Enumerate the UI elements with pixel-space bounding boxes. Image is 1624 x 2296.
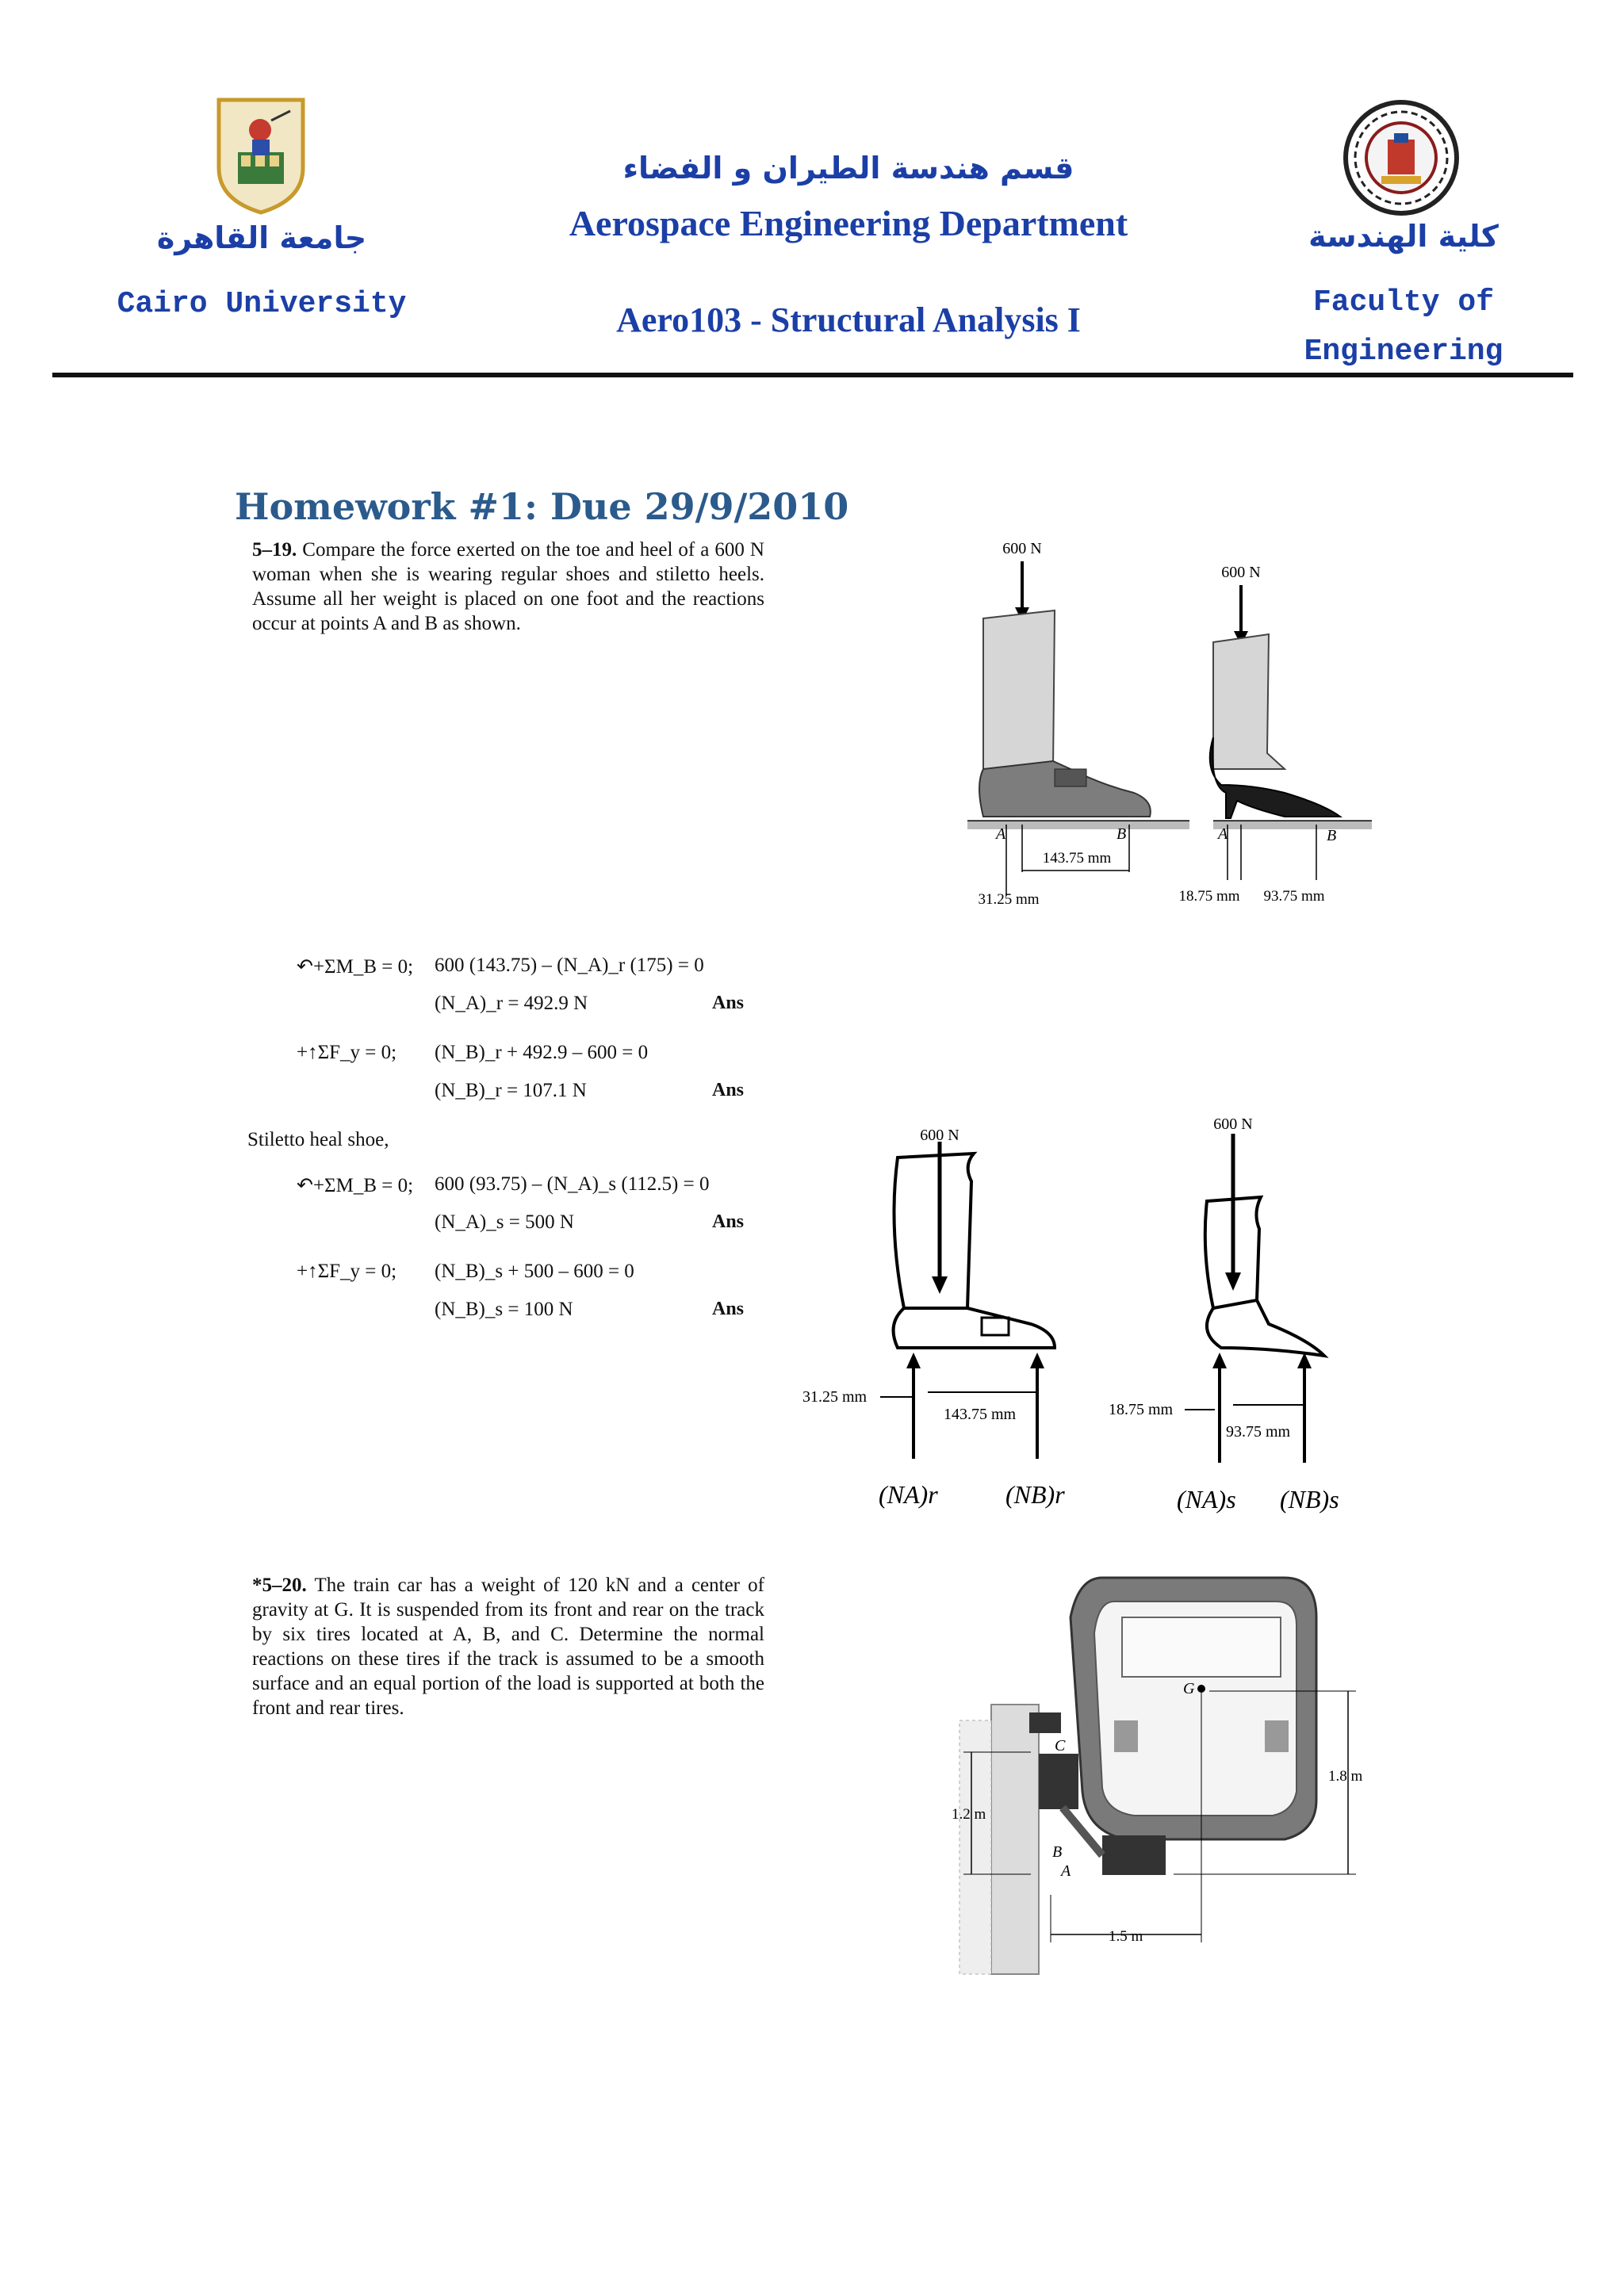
eq3-label: ↶+ΣM_B = 0; <box>297 1175 414 1196</box>
fig519-dim-143: 143.75 mm <box>1042 850 1112 867</box>
fbd-load-left-label: 600 N <box>920 1127 959 1144</box>
cairo-university-english: Cairo University <box>117 287 407 321</box>
eq2: (N_B)_r + 492.9 – 600 = 0 <box>435 1042 649 1063</box>
cairo-university-logo <box>214 97 308 216</box>
problem-520 <box>252 1573 764 1720</box>
train-dim-12: 1.2 m <box>952 1806 986 1823</box>
eq4-label: +↑ΣF_y = 0; <box>297 1261 397 1282</box>
fbd-dim-18: 18.75 mm <box>1109 1401 1174 1418</box>
eq3-ans: Ans <box>712 1211 745 1232</box>
train-label-a: A <box>1061 1862 1071 1880</box>
faculty-arabic: كلية الهندسة <box>1308 219 1499 254</box>
train-label-c: C <box>1055 1737 1066 1755</box>
department-english: Aerospace Engineering Department <box>569 203 1128 243</box>
fbd-load-right-label: 600 N <box>1213 1115 1253 1133</box>
fbd-dim-143: 143.75 mm <box>944 1406 1017 1423</box>
fbd-dim-31: 31.25 mm <box>802 1388 868 1406</box>
cairo-university-arabic: جامعة القاهرة <box>156 220 367 255</box>
fig519-leg-right <box>1213 634 1285 769</box>
train-dim-18: 1.8 m <box>1328 1768 1363 1785</box>
fig519-dim-93: 93.75 mm <box>1263 888 1325 905</box>
eq1-result: (N_A)_r = 492.9 N <box>435 993 588 1014</box>
fbd-na-s: (NA)s <box>1177 1485 1236 1513</box>
eq4-result: (N_B)_s = 100 N <box>435 1299 573 1320</box>
train-dim-15: 1.5 m <box>1109 1928 1143 1945</box>
eq2-label: +↑ΣF_y = 0; <box>297 1042 397 1063</box>
fbd-boot-left <box>894 1154 975 1308</box>
fbd-nb-s: (NB)s <box>1280 1485 1339 1513</box>
department-arabic: قسم هندسة الطيران و الفضاء <box>622 151 1074 186</box>
eq4: (N_B)_s + 500 – 600 = 0 <box>435 1261 634 1282</box>
problem-519-text: Compare the force exerted on the toe and heel of a 600 N woman when she is wearing regular shoes and stiletto heels. Assume all her weight is placed on one foot and the reactions occur at points A and B as shown. <box>252 539 764 634</box>
figure-train-car <box>944 1570 1388 2014</box>
problem-520-number: *5–20. <box>252 1575 307 1596</box>
fig519-dim-31: 31.25 mm <box>978 891 1040 908</box>
fig519-point-b-left: B <box>1116 825 1127 843</box>
faculty-english-line1: Faculty of <box>1312 285 1495 320</box>
fbd-shoe-left <box>894 1308 1055 1348</box>
fig519-point-b-right: B <box>1327 827 1337 844</box>
fbd-nb-r: (NB)r <box>1005 1480 1065 1509</box>
fig519-load-left-label: 600 N <box>1002 540 1042 557</box>
train-tire-a <box>1102 1835 1166 1875</box>
problem-519 <box>252 538 764 636</box>
course-title: Aero103 - Structural Analysis I <box>616 300 1081 339</box>
train-tire-b <box>1039 1754 1078 1809</box>
train-label-g: G <box>1183 1680 1195 1697</box>
train-label-b: B <box>1052 1843 1063 1861</box>
fig519-load-right-label: 600 N <box>1221 564 1261 581</box>
eq2-result: (N_B)_r = 107.1 N <box>435 1080 587 1101</box>
faculty-english-line2: Engineering <box>1304 335 1503 369</box>
figure-fbd <box>793 1110 1364 1538</box>
fig519-point-a-left: A <box>996 825 1006 843</box>
eq3-result: (N_A)_s = 500 N <box>435 1211 574 1233</box>
train-tire-c <box>1029 1712 1061 1733</box>
eq1-label: ↶+ΣM_B = 0; <box>297 956 414 978</box>
fig519-point-a-right: A <box>1218 825 1228 843</box>
header-divider <box>52 373 1573 377</box>
eq2-ans: Ans <box>712 1080 745 1100</box>
fbd-stiletto-right <box>1207 1300 1324 1356</box>
eq3: 600 (93.75) – (N_A)_s (112.5) = 0 <box>435 1173 710 1195</box>
fbd-dim-93: 93.75 mm <box>1226 1423 1291 1441</box>
problem-520-text: The train car has a weight of 120 kN and a center of gravity at G. It is suspended from its front and rear on the track by six tires located at A, B, and C. Determine the normal reactions on these tires if the track is assumed to be a smooth surface and an equal portion of the load is supported at both the front and rear tires. <box>252 1575 764 1719</box>
train-track-wall <box>991 1705 1039 1974</box>
train-window <box>1122 1617 1281 1677</box>
fbd-na-r: (NA)r <box>879 1480 938 1509</box>
eq1-ans: Ans <box>712 993 745 1013</box>
faculty-of-engineering-logo <box>1342 98 1461 217</box>
eq4-ans: Ans <box>712 1299 745 1319</box>
problem-519-number: 5–19. <box>252 539 297 561</box>
eq1: 600 (143.75) – (N_A)_r (175) = 0 <box>435 955 704 976</box>
train-cg-point <box>1197 1685 1205 1693</box>
figure-519-shoes <box>952 531 1396 920</box>
fig519-dim-18: 18.75 mm <box>1178 888 1240 905</box>
fig519-leg-left <box>983 610 1055 769</box>
stiletto-heading: Stiletto heal shoe, <box>247 1129 389 1150</box>
homework-title: Homework #1: Due 29/9/2010 <box>235 485 849 528</box>
